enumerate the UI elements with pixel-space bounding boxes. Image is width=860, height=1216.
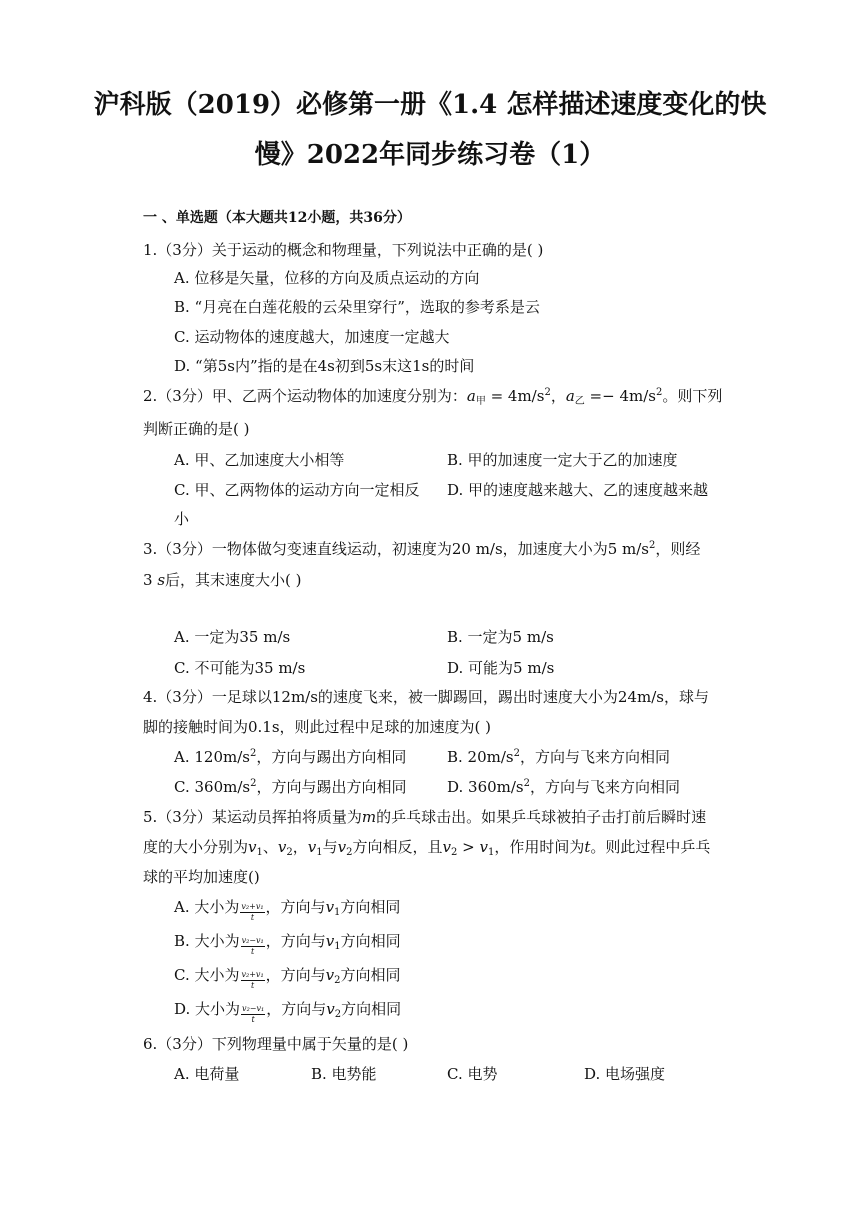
question-4-option-a: A. $120m/s^2$，方向与踢出方向相同	[174, 748, 407, 766]
question-2-option-d: D. 甲的速度越来越大、乙的速度越来越	[447, 481, 709, 499]
question-5-stem-line-2: 度的大小分别为$v_1$、$v_2$，$v_1$与$v_2$方向相反，且$v_2 > v_1$，作用时间为t。则此过程中乒乓	[143, 838, 711, 858]
question-1-option-b: B. “月亮在白莲花般的云朵里穿行”，选取的参考系是云	[174, 298, 540, 316]
question-3-option-c: C. 不可能为35 m/s	[174, 659, 306, 677]
question-6-option-b: B. 电势能	[311, 1065, 377, 1083]
question-6-stem: 6.（3分）下列物理量中属于矢量的是( )	[143, 1035, 409, 1053]
question-3-stem-line-2: 3 s后，其末速度大小( )	[143, 571, 302, 589]
question-5-stem-line-3: 球的平均加速度()	[143, 868, 260, 886]
question-6-option-a: A. 电荷量	[174, 1065, 240, 1083]
question-3-stem: 3.（3分）一物体做匀变速直线运动，初速度为20 m/s，加速度大小为5 $m/s^2$，则经	[143, 540, 701, 558]
question-5-option-c: C. 大小为 $\frac{\text{v₂+v₁}}{t}$ ，方向与$v_2$方向相同	[174, 966, 401, 990]
question-2-stem-line-2: 判断正确的是( )	[143, 420, 250, 438]
question-5-option-d: D. 大小为 $\frac{\text{v₂−v₁}}{t}$ ，方向与$v_2$方向相同	[174, 1000, 402, 1024]
title-line-2: 慢》2022年同步练习卷（1）	[254, 140, 606, 170]
question-1-option-c: C. 运动物体的速度越大，加速度一定越大	[174, 328, 450, 346]
question-1-option-d: D. “第5s内”指的是在4s初到5s末这1s的时间	[174, 357, 475, 375]
question-6-option-c: C. 电势	[447, 1065, 498, 1083]
question-4-stem-line-2: 脚的接触时间为0.1s，则此过程中足球的加速度为( )	[143, 718, 492, 736]
question-2-stem: 2.（3分）甲、乙两个运动物体的加速度分别为：$a_甲 = 4m/s^2$，$a_乙 =- 4m/s^2$。则下列	[143, 387, 723, 407]
fraction: $\frac{\text{v₂−v₁}}{t}$	[242, 1004, 265, 1024]
question-3-option-d: D. 可能为5 m/s	[447, 659, 555, 677]
title-line-1: 沪科版（2019）必修第一册《1.4 怎样描述速度变化的快	[93, 90, 767, 120]
question-5-option-a: A. 大小为 $\frac{\text{v₂+v₁}}{t}$ ，方向与$v_1$方向相同	[174, 898, 401, 922]
question-5-stem: 5.（3分）某运动员挥拍将质量为m的乒乓球击出。如果乒乓球被拍子击打前后瞬时速	[143, 808, 707, 826]
question-4-option-d: D. $360m/s^2$，方向与飞来方向相同	[447, 778, 681, 796]
question-2-option-c: C. 甲、乙两物体的运动方向一定相反	[174, 481, 420, 499]
fraction: $\frac{\text{v₂+v₁}}{t}$	[241, 970, 264, 990]
question-2-option-a: A. 甲、乙加速度大小相等	[174, 451, 345, 469]
question-4-stem: 4.（3分）一足球以12m/s的速度飞来，被一脚踢回，踢出时速度大小为24m/s，球与	[143, 688, 709, 706]
question-4-option-b: B. $20m/s^2$，方向与飞来方向相同	[447, 748, 671, 766]
question-5-option-b: B. 大小为 $\frac{\text{v₂−v₁}}{t}$ ，方向与$v_1$方向相同	[174, 932, 401, 956]
question-4-option-c: C. $360m/s^2$，方向与踢出方向相同	[174, 778, 407, 796]
fraction: $\frac{\text{v₂−v₁}}{t}$	[241, 936, 264, 956]
question-1-option-a: A. 位移是矢量，位移的方向及质点运动的方向	[174, 269, 480, 287]
fraction: $\frac{\text{v₂+v₁}}{t}$	[241, 902, 264, 922]
question-3-option-b: B. 一定为5 m/s	[447, 628, 554, 646]
question-2-option-d-continued: 小	[174, 510, 190, 528]
question-2-option-b: B. 甲的加速度一定大于乙的加速度	[447, 451, 678, 469]
question-3-option-a: A. 一定为35 m/s	[174, 628, 291, 646]
question-6-option-d: D. 电场强度	[584, 1065, 666, 1083]
section-header: 一 、单选题（本大题共12小题，共36分）	[143, 210, 411, 226]
question-1-stem: 1.（3分）关于运动的概念和物理量，下列说法中正确的是( )	[143, 241, 544, 259]
